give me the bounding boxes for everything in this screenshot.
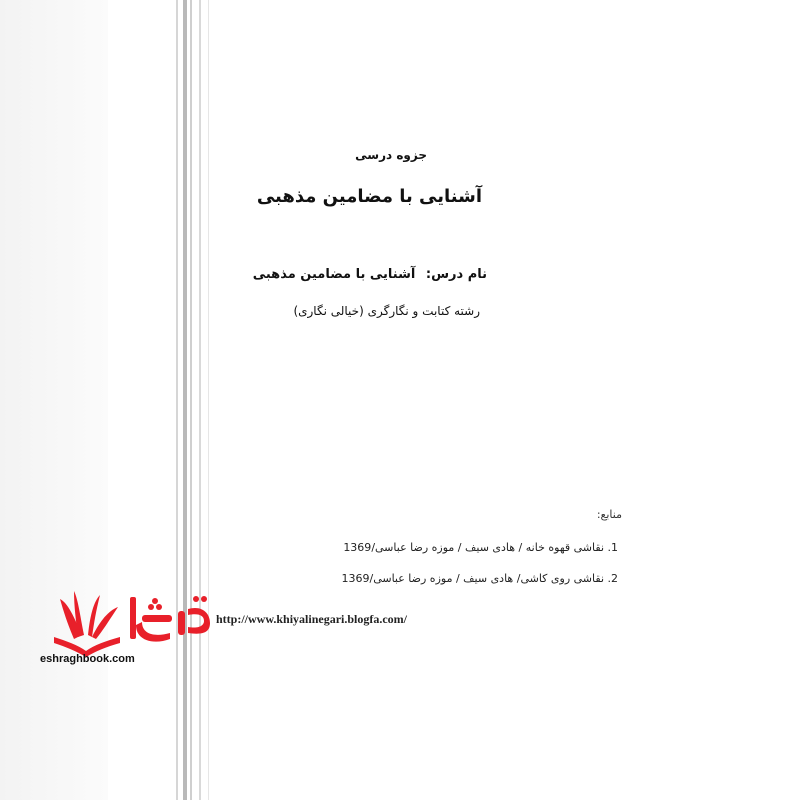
binding-line [176,0,178,800]
document-title: آشنایی با مضامین مذهبی [256,186,482,207]
course-line [253,267,487,282]
source-item: 2. نقاشی روی کاشی/ هادی سیف / موزه رضا عباسی/1369 [341,572,618,585]
page-margin-shade [0,0,108,800]
binding-line [190,0,192,800]
logo-site-caption: eshraghbook.com [40,653,135,665]
binding-line [183,0,187,800]
logo-text-shape [130,596,210,642]
sources-heading: منابع: [596,508,622,521]
field-of-study: رشته کتابت و نگارگری (خیالی نگاری) [293,304,480,318]
binding-line [208,0,209,800]
open-book-icon [54,591,120,657]
blog-url[interactable]: http://www.khiyalinegari.blogfa.com/ [216,612,408,626]
source-item: 1. نقاشی قهوه خانه / هادی سیف / موزه رضا عباسی/1369 [343,541,618,554]
binding-line [199,0,201,800]
course-label: نام درس: [425,267,487,282]
document-kicker: جزوه درسی [355,148,427,162]
course-name: آشنایی با مضامین مذهبی [252,267,416,282]
